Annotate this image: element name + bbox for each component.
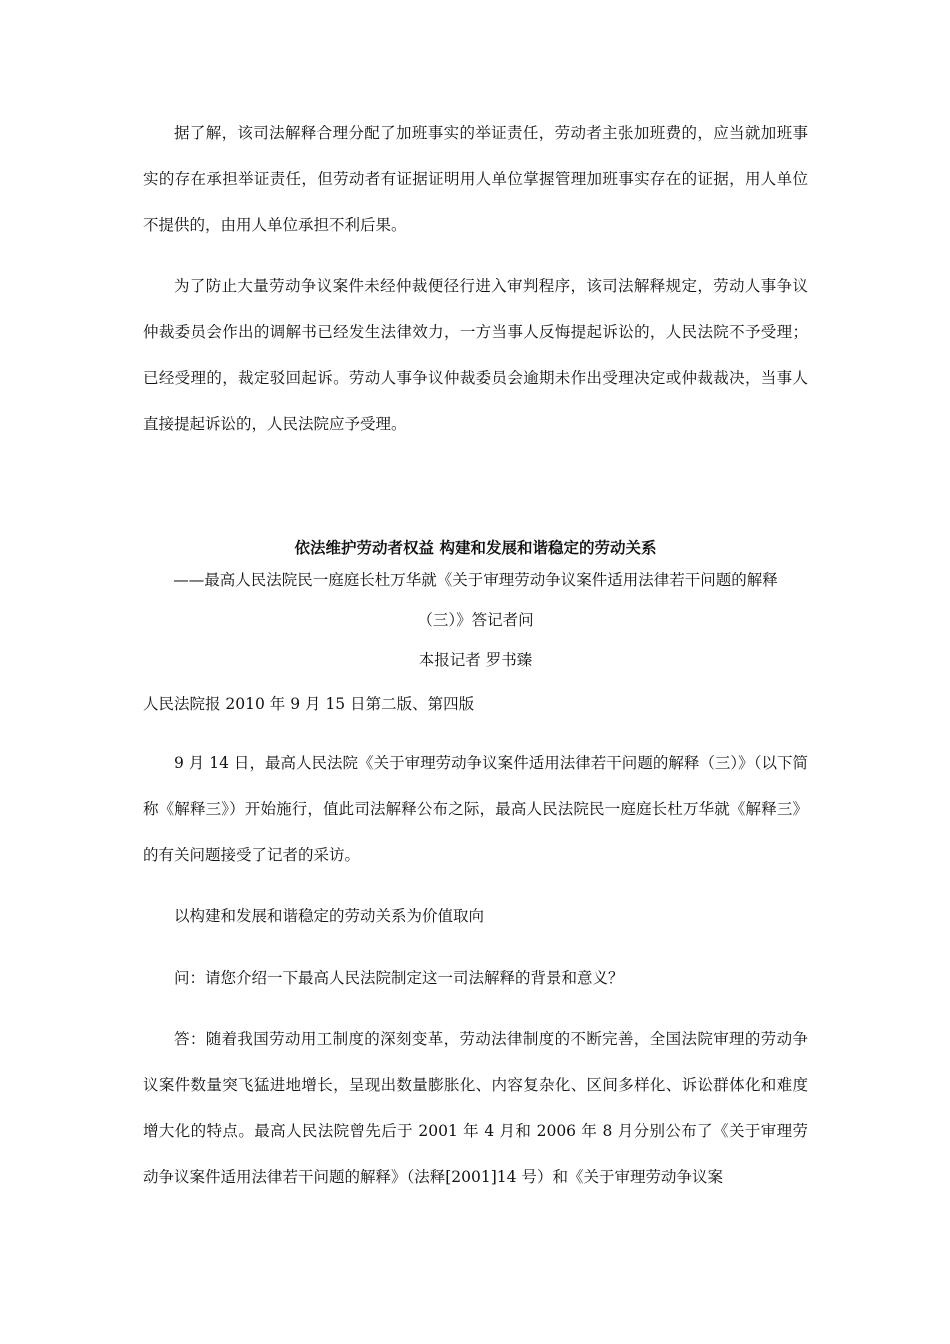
- paragraph-overtime-evidence: 据了解，该司法解释合理分配了加班事实的举证责任，劳动者主张加班费的，应当就加班事实的存在承担举证责任，但劳动者有证据证明用人单位掌握管理加班事实存在的证据，用人单位不提供的，由用人单位承担不利后果。: [143, 124, 808, 234]
- article-title: 依法维护劳动者权益 构建和发展和谐稳定的劳动关系: [294, 539, 657, 557]
- article-byline: 本报记者 罗书臻: [418, 651, 533, 669]
- paragraph-intro: 9 月 14 日，最高人民法院《关于审理劳动争议案件适用法律若干问题的解释（三）》（以下简称《解释三》）开始施行，值此司法解释公布之际，最高人民法院民一庭庭长杜万华就《解释三》的有关问题接受了记者的采访。: [143, 754, 808, 864]
- article-subtitle-line2: （三）》答记者问: [417, 611, 534, 629]
- question-paragraph: 问：请您介绍一下最高人民法院制定这一司法解释的背景和意义？: [174, 969, 624, 987]
- article-source: 人民法院报 2010 年 9 月 15 日第二版、第四版: [143, 695, 475, 713]
- paragraph-arbitration-precondition: 为了防止大量劳动争议案件未经仲裁便径行进入审判程序，该司法解释规定，劳动人事争议仲裁委员会作出的调解书已经发生法律效力，一方当事人反悔提起诉讼的，人民法院不予受理；已经受理的，裁定驳回起诉。劳动人事争议仲裁委员会逾期未作出受理决定或仲裁裁决，当事人直接提起诉讼的，人民法院应予受理。: [143, 277, 808, 433]
- article-subtitle-line1: ——最高人民法院民一庭庭长杜万华就《关于审理劳动争议案件适用法律若干问题的解释: [173, 571, 778, 589]
- answer-paragraph: 答：随着我国劳动用工制度的深刻变革，劳动法律制度的不断完善，全国法院审理的劳动争议案件数量突飞猛进地增长，呈现出数量膨胀化、内容复杂化、区间多样化、诉讼群体化和难度增大化的特点。最高人民法院曾先后于 2001 年 4 月和 2006 年 8 月分别公布了《关于审理劳动争议案件适用法律若干问题的解释》（法释[2001]14 号）和《关于审理劳动争议案: [143, 1030, 808, 1186]
- section-heading: 以构建和发展和谐稳定的劳动关系为价值取向: [174, 907, 485, 925]
